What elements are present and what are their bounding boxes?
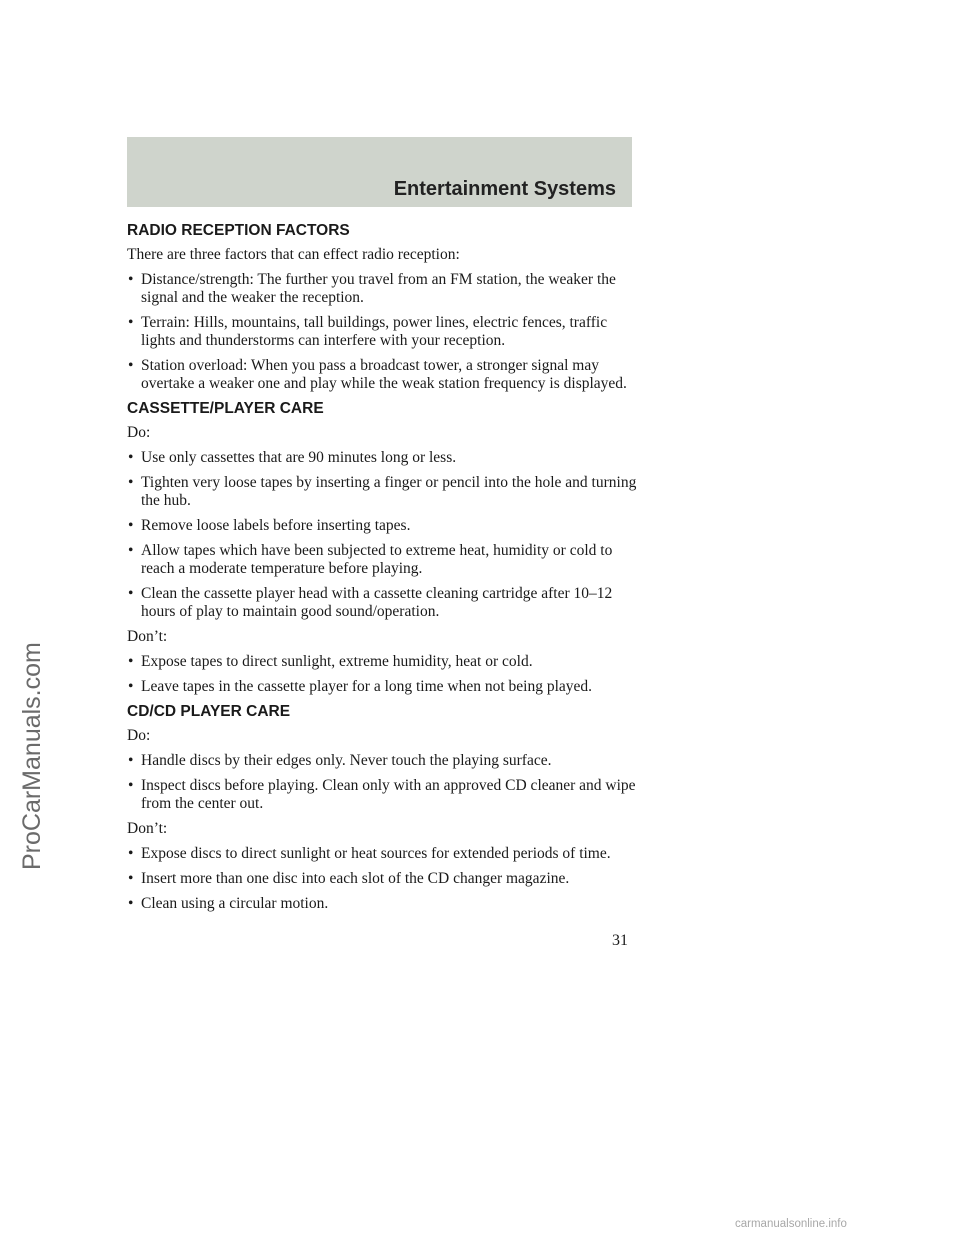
- intro-paragraph: There are three factors that can effect radio reception:: [127, 246, 460, 263]
- section-heading: RADIO RECEPTION FACTORS: [127, 222, 350, 239]
- list-item-text: Expose tapes to direct sunlight, extreme humidity, heat or cold.: [141, 653, 533, 670]
- list-item: [127, 449, 637, 467]
- list-item-text: Remove loose labels before inserting tapes.: [141, 517, 411, 534]
- bullet-icon: •: [128, 449, 134, 466]
- bullet-icon: •: [128, 678, 134, 695]
- bullet-icon: •: [128, 895, 134, 912]
- bullet-icon: •: [128, 585, 134, 602]
- list-item-text: Distance/strength: The further you travel from an FM station, the weaker the signal and the weaker the reception.: [141, 271, 616, 306]
- radio-reception-section: [127, 222, 637, 393]
- list-item-text: Clean using a circular motion.: [141, 895, 329, 912]
- list-item: [127, 895, 637, 913]
- bullet-icon: •: [128, 314, 134, 331]
- page-number: 31: [612, 932, 628, 949]
- list-item-text: Handle discs by their edges only. Never touch the playing surface.: [141, 752, 552, 769]
- list-item-text: Tighten very loose tapes by inserting a finger or pencil into the hole and turning the hub.: [141, 474, 637, 509]
- do-label: Do:: [127, 727, 151, 744]
- section-heading: CASSETTE/PLAYER CARE: [127, 400, 324, 417]
- bullet-icon: •: [128, 357, 134, 374]
- list-item: [127, 314, 637, 350]
- bullet-icon: •: [128, 474, 134, 491]
- do-label: Do:: [127, 424, 151, 441]
- bullet-icon: •: [128, 517, 134, 534]
- list-item: [127, 678, 637, 696]
- do-bullet-list: [127, 449, 637, 621]
- do-bullet-list: [127, 752, 637, 813]
- bullet-icon: •: [128, 752, 134, 769]
- list-item-text: Inspect discs before playing. Clean only with an approved CD cleaner and wipe from the center out.: [141, 777, 636, 812]
- dont-label: Don’t:: [127, 820, 168, 837]
- list-item-text: Clean the cassette player head with a cassette cleaning cartridge after 10–12 hours of play to maintain good sound/operation.: [141, 585, 613, 620]
- bullet-icon: •: [128, 653, 134, 670]
- bullet-icon: •: [128, 542, 134, 559]
- list-item: [127, 752, 637, 770]
- side-watermark: ProCarManuals.com: [18, 642, 46, 870]
- dont-bullet-list: [127, 653, 637, 696]
- list-item: [127, 870, 637, 888]
- list-item-text: Expose discs to direct sunlight or heat sources for extended periods of time.: [141, 845, 611, 862]
- list-item-text: Allow tapes which have been subjected to extreme heat, humidity or cold to reach a moderate temperature before playing.: [141, 542, 613, 577]
- list-item: [127, 517, 637, 535]
- footer-watermark: carmanualsonline.info: [735, 1218, 847, 1230]
- page-content: [127, 222, 637, 920]
- list-item-text: Use only cassettes that are 90 minutes long or less.: [141, 449, 457, 466]
- dont-label: Don’t:: [127, 628, 168, 645]
- list-item: [127, 653, 637, 671]
- list-item: [127, 585, 637, 621]
- bullet-icon: •: [128, 870, 134, 887]
- list-item-text: Leave tapes in the cassette player for a long time when not being played.: [141, 678, 593, 695]
- section-heading: CD/CD PLAYER CARE: [127, 703, 291, 720]
- list-item: [127, 271, 637, 307]
- bullet-list: [127, 271, 637, 393]
- list-item: [127, 845, 637, 863]
- list-item-text: Terrain: Hills, mountains, tall buildings, power lines, electric fences, traffic lights and thunderstorms can interfere with your reception.: [141, 314, 608, 349]
- bullet-icon: •: [128, 271, 134, 288]
- list-item: [127, 542, 637, 578]
- cassette-care-section: [127, 400, 637, 696]
- cd-care-section: [127, 703, 637, 913]
- section-header-band: [127, 137, 632, 207]
- list-item: [127, 777, 637, 813]
- list-item-text: Station overload: When you pass a broadcast tower, a stronger signal may overtake a weaker one and play while the weak station frequency is displayed.: [141, 357, 627, 392]
- dont-bullet-list: [127, 845, 637, 913]
- bullet-icon: •: [128, 845, 134, 862]
- list-item: [127, 474, 637, 510]
- list-item: [127, 357, 637, 393]
- list-item-text: Insert more than one disc into each slot of the CD changer magazine.: [141, 870, 570, 887]
- section-title: Entertainment Systems: [393, 178, 616, 200]
- bullet-icon: •: [128, 777, 134, 794]
